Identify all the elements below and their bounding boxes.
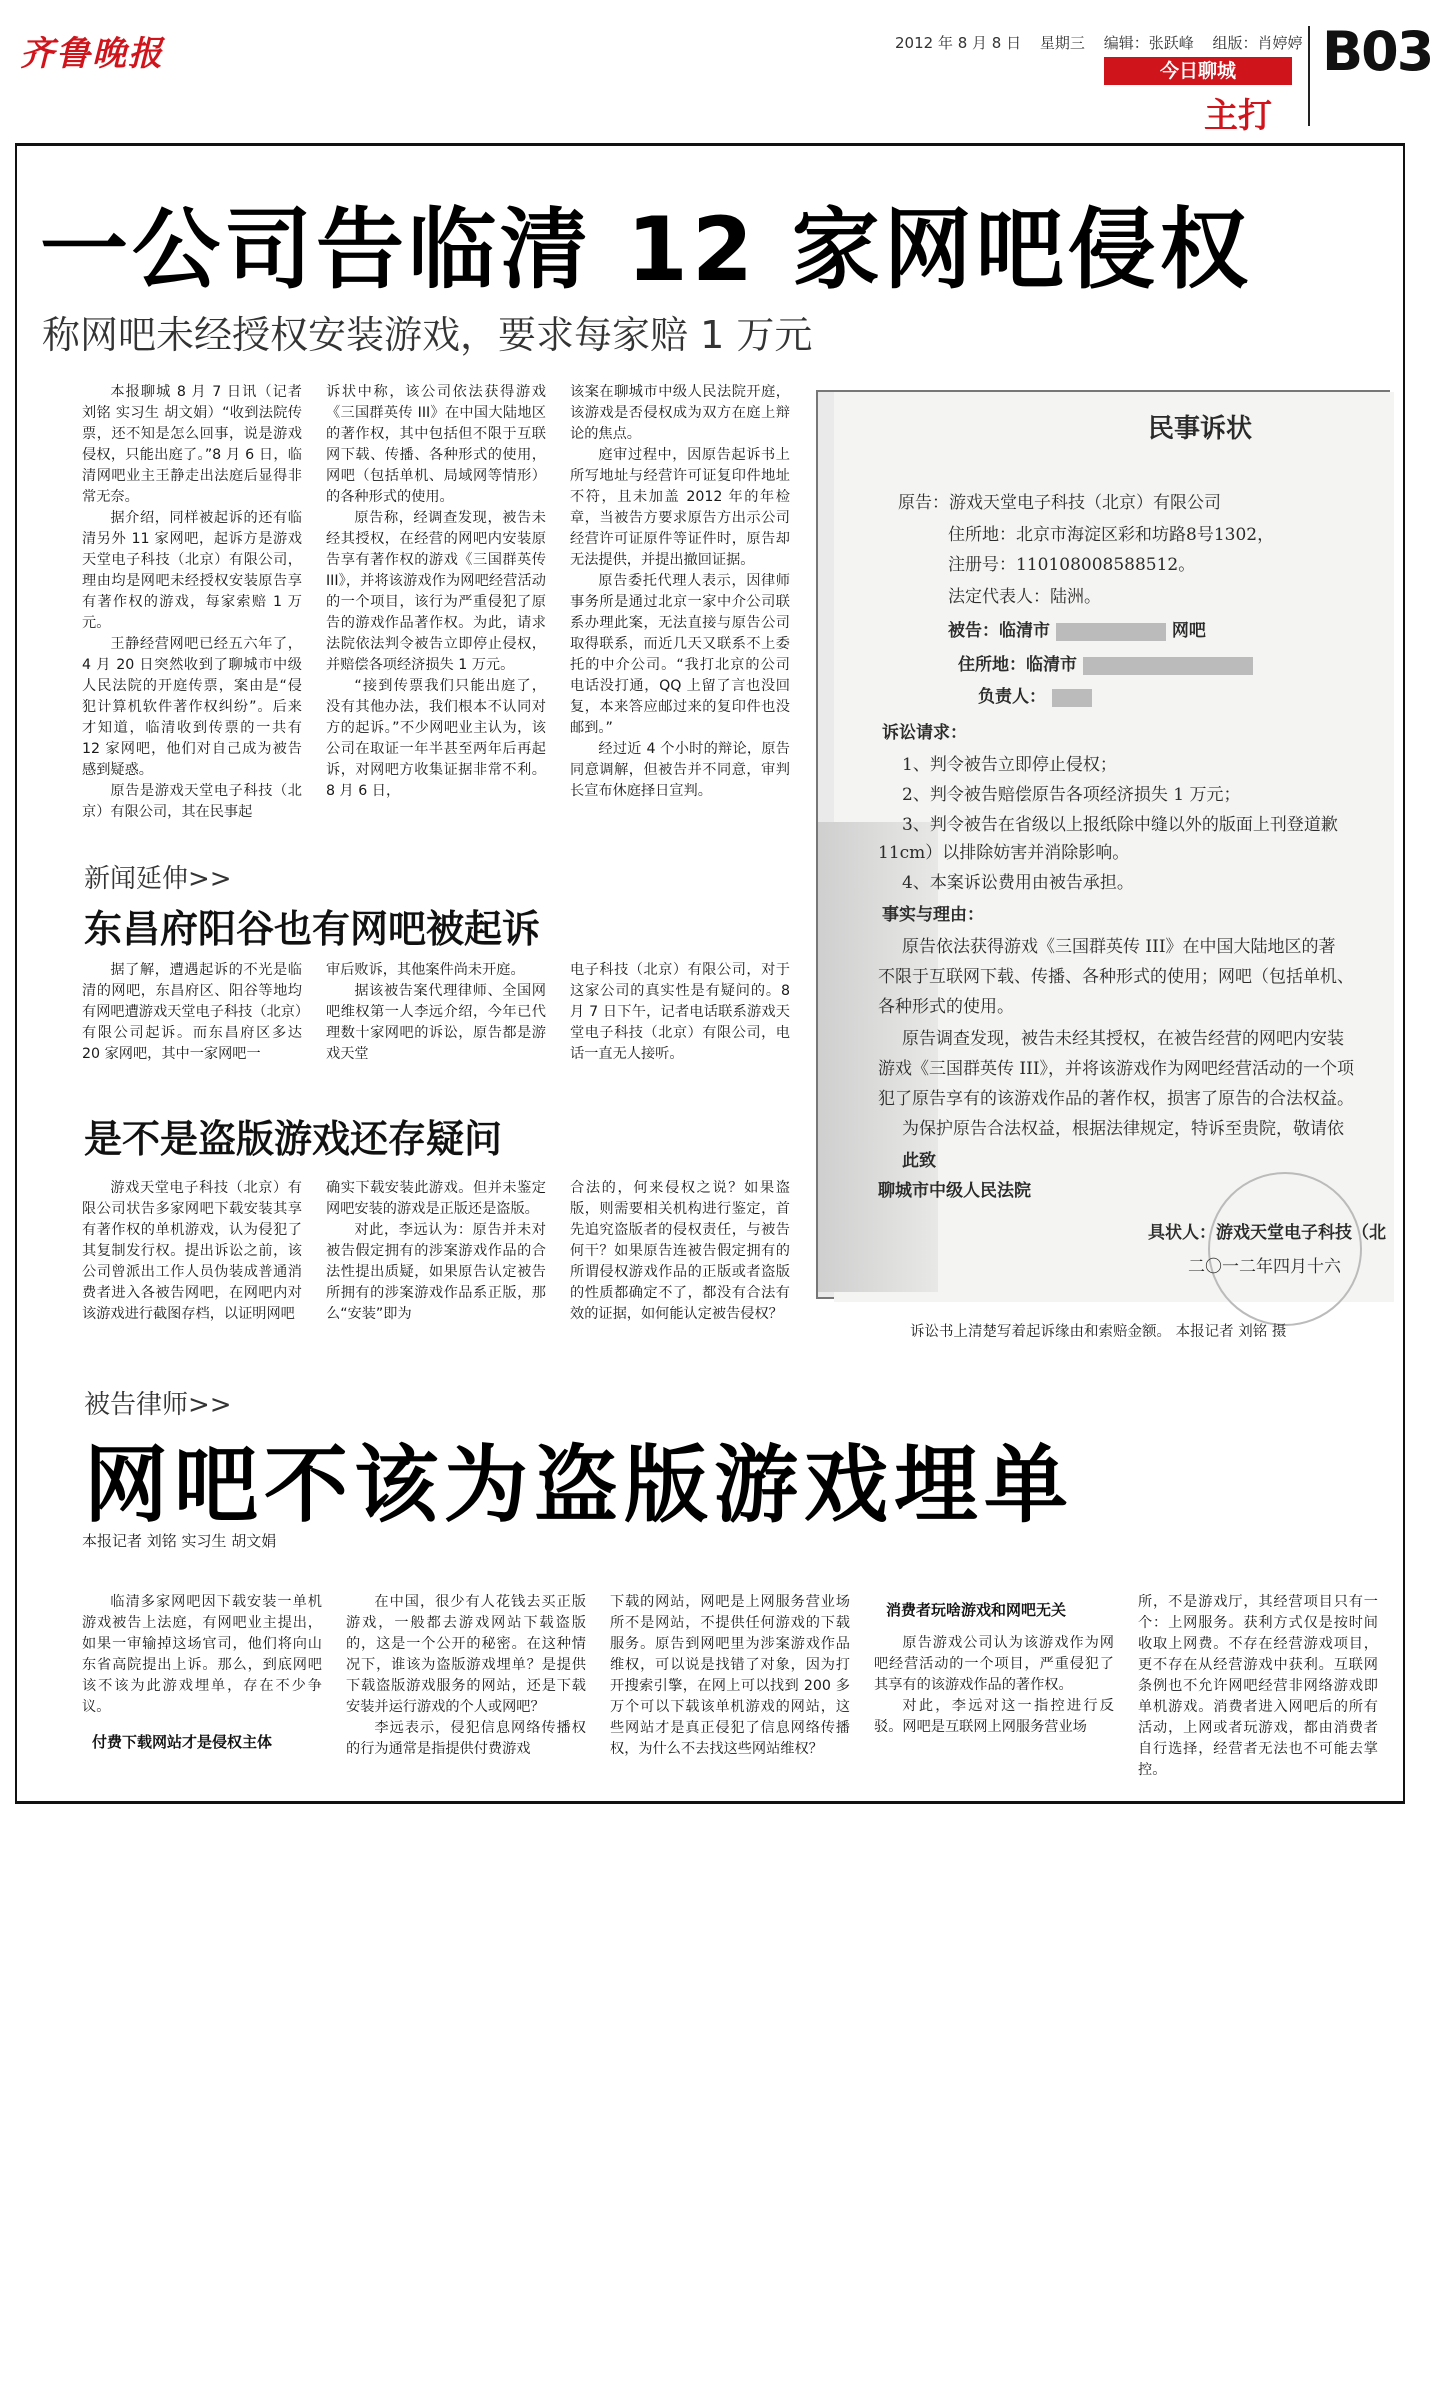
document-claim-3b: 11cm）以排除妨害并消除影响。 [878,843,1130,863]
lawyer-byline: 本报记者 刘铭 实习生 胡文娟 [82,1532,277,1550]
lawyer-title: 网吧不该为盗版游戏埋单 [84,1436,1075,1534]
paragraph: 所，不是游戏厅，其经营项目只有一个：上网服务。获利方式仅是按时间收取上网费。不存在经营游戏项目，更不存在从经营游戏中获利。互联网条例也不允许网吧经营非网络游戏即单机游戏。消费者进入网吧后的所有活动，上网或者玩游戏，都由消费者自行选择，经营者无法也不可能去掌控。 [1138,1594,1378,1778]
section-badge: 今日聊城 [1104,57,1292,85]
frame-right-rule [1403,143,1405,1803]
extension-column-1 [82,960,302,1065]
document-fact-5: 游戏《三国群英传 III》，并将该游戏作为网吧经营活动的一个项 [878,1059,1355,1079]
document-claims-title: 诉讼请求： [882,723,967,743]
paragraph: 诉状中称，该公司依法获得游戏《三国群英传 III》在中国大陆地区的著作权，其中包括但不限于互联网下载、传播、各种形式的使用，网吧（包括单机、局域网等情形）的各种形式的使用。 [326,384,546,505]
paragraph: 对此，李远认为：原告并未对被告假定拥有的涉案游戏作品的合法性提出质疑，如果原告认定被告所拥有的涉案游戏作品系正版，那么“安装”即为 [326,1222,546,1322]
document-owner [978,682,1092,707]
document-signer: 具状人：游戏天堂电子科技（北 [1148,1223,1386,1243]
owner-label: 负责人： [978,687,1046,707]
document-facts-title: 事实与理由： [882,905,984,925]
document-claim-4: 4、本案诉讼费用由被告承担。 [902,873,1134,893]
doubt-column-1 [82,1178,302,1325]
issue-date: 2012 年 8 月 8 日 [895,34,1022,52]
document-fact-1: 原告依法获得游戏《三国群英传 III》在中国大陆地区的著 [902,937,1336,957]
photo-caption: 诉讼书上清楚写着起诉缘由和索赔金额。 本报记者 刘铭 摄 [910,1324,1287,1340]
main-headline: 一公司告临清 12 家网吧侵权 [40,198,1252,301]
redaction-block [1083,657,1253,675]
document-claim-2: 2、判令被告赔偿原告各项经济损失 1 万元； [902,785,1241,805]
defendant-suffix: 网吧 [1171,621,1206,641]
paragraph: 下载的网站，网吧是上网服务营业场所不是网站，不提供任何游戏的下载服务。原告到网吧里为涉案游戏作品维权，可以说是找错了对象，因为打开搜索引擎，在网上可以找到 200 多万个可以下载该单机游戏的网站，这些网站才是真正侵犯了信息网络传播权，为什么不去找这些网站维权？ [610,1594,850,1757]
doubt-column-2 [326,1178,546,1325]
document-fact-2: 不限于互联网下载、传播、各种形式的使用；网吧（包括单机、 [878,967,1354,987]
paragraph: 电子科技（北京）有限公司，对于这家公司的真实性是有疑问的。8 月 7 日下午，记者电话联系游戏天堂电子科技（北京）有限公司，电话一直无人接听。 [570,962,790,1062]
paragraph: 据了解，遭遇起诉的不光是临清的网吧，东昌府区、阳谷等地均有网吧遭游戏天堂电子科技（北京）有限公司起诉。而东昌府区多达 20 家网吧，其中一家网吧一 [82,962,302,1062]
document-date: 二〇一二年四月十六 [1188,1257,1341,1277]
masthead-divider [1308,26,1310,126]
paragraph: 李远表示，侵犯信息网络传播权的行为通常是指提供付费游戏 [346,1720,586,1757]
paragraph: 本报聊城 8 月 7 日讯（记者 刘铭 实习生 胡文娟）“收到法院传票，还不知是怎么回事，说是游戏侵权，只能出庭了。”8 月 6 日，临清网吧业主王静走出法庭后显得非常无奈。 [82,384,302,505]
document-address: 住所地：北京市海淀区彩和坊路8号1302， [948,525,1275,545]
paragraph: 对此，李远对这一指控进行反驳。网吧是互联网上网服务营业场 [874,1698,1114,1735]
def-address-value: 临清市 [1026,655,1077,675]
extension-title: 东昌府阳谷也有网吧被起诉 [84,907,541,951]
article-column-2 [326,382,546,802]
lawyer-column-3 [610,1592,850,1760]
paragraph: 经过近 4 个小时的辩论，原告同意调解，但被告并不同意，审判长宣布休庭择日宣判。 [570,741,790,799]
subsection-heading: 消费者玩啥游戏和网吧无关 [886,1601,1067,1619]
doubt-title: 是不是盗版游戏还存疑问 [84,1117,503,1161]
doubt-column-3 [570,1178,790,1325]
paragraph: 原告是游戏天堂电子科技（北京）有限公司，其在民事起 [82,783,302,820]
document-claim-1: 1、判令被告立即停止侵权； [902,755,1117,775]
paragraph: 游戏天堂电子科技（北京）有限公司状告多家网吧下载安装其享有著作权的单机游戏，认为侵犯了其复制发行权。提出诉讼之前，该公司曾派出工作人员伪装成普通消费者进入各被告网吧，在网吧内对该游戏进行截图存档，以证明网吧 [82,1180,302,1322]
newspaper-logo: 齐鲁晚报 [20,34,164,74]
paragraph: 在中国，很少有人花钱去买正版游戏，一般都去游戏网站下载盗版的，这是一个公开的秘密。在这种情况下，谁该为盗版游戏埋单？是提供下载盗版游戏服务的网站，还是下载安装并运行游戏的个人或网吧？ [346,1594,586,1715]
paragraph: 原告游戏公司认为该游戏作为网吧经营活动的一个项目，严重侵犯了其享有的该游戏作品的著作权。 [874,1635,1114,1693]
paragraph: 据介绍，同样被起诉的还有临清另外 11 家网吧，起诉方是游戏天堂电子科技（北京）有限公司，理由均是网吧未经授权安装原告享有著作权的游戏，每家索赔 1 万元。 [82,510,302,631]
document-title: 民事诉状 [1148,414,1253,444]
paragraph: 该案在聊城市中级人民法院开庭，该游戏是否侵权成为双方在庭上辩论的焦点。 [570,384,790,442]
def-address-label: 住所地： [958,655,1026,675]
document-defendant [948,616,1206,641]
defendant-name: 临清市 [999,621,1050,641]
document-fact-4: 原告调查发现，被告未经其授权，在被告经营的网吧内安装 [902,1029,1344,1049]
editor-credit: 编辑：张跃峰 [1103,34,1194,52]
extension-column-3 [570,960,790,1065]
seal-stamp [1208,1172,1362,1326]
document-plaintiff: 原告：游戏天堂电子科技（北京）有限公司 [898,493,1221,513]
issue-weekday: 星期三 [1039,34,1085,52]
paragraph: 确实下载安装此游戏。但并未鉴定网吧安装的游戏是正版还是盗版。 [326,1180,546,1217]
defendant-label: 被告： [948,621,999,641]
extension-label: 新闻延伸>> [84,864,232,894]
redaction-block [1052,689,1092,707]
paragraph: 合法的，何来侵权之说？如果盗版，则需要相关机构进行鉴定，首先追究盗版者的侵权责任，与被告何干？如果原告连被告假定拥有的所谓侵权游戏作品的正版或者盗版的性质都确定不了，都没有合法有效的证据，如何能认定被告侵权？ [570,1180,790,1322]
lawyer-label: 被告律师>> [84,1390,232,1420]
paragraph: 据该被告案代理律师、全国网吧维权第一人李远介绍，今年已代理数十家网吧的诉讼，原告都是游戏天堂 [326,983,546,1062]
document-def-address [958,650,1253,675]
article-column-1 [82,382,302,823]
frame-top-rule [15,143,1405,146]
lawyer-column-5 [1138,1592,1378,1781]
document-legal-rep: 法定代表人：陆洲。 [948,587,1101,607]
frame-bottom-rule [15,1801,1405,1804]
document-regards: 此致 [902,1151,936,1171]
document-fact-7: 为保护原告合法权益，根据法律规定，特诉至贵院，敬请依 [902,1119,1344,1139]
paragraph: “接到传票我们只能出庭了，没有其他办法，我们根本不认同对方的起诉。”不少网吧业主认为，该公司在取证一年半甚至两年后再起诉，对网吧方收集证据非常不利。8 月 6 日， [326,678,546,799]
extension-column-2 [326,960,546,1065]
lawsuit-document-photo [816,390,1390,1299]
layout-credit: 组版：肖婷婷 [1212,34,1303,52]
paragraph: 审后败诉，其他案件尚未开庭。 [326,962,525,978]
paragraph: 原告称，经调查发现，被告未经其授权，在经营的网吧内安装原告享有著作权的游戏《三国群英传 III》，并将该游戏作为网吧经营活动的一个项目，该行为严重侵犯了原告的游戏作品著作权。为此，请求法院依法判令被告立即停止侵权，并赔偿各项经济损失 1 万元。 [326,510,546,673]
document-claim-3: 3、判令被告在省级以上报纸除中缝以外的版面上刊登道歉 [902,815,1338,835]
paragraph: 王静经营网吧已经五六年了，4 月 20 日突然收到了聊城市中级人民法院的开庭传票，案由是“侵犯计算机软件著作权纠纷”。后来才知道，临清收到传票的一共有 12 家网吧，他们对自己成为被告感到疑惑。 [82,636,302,778]
lawyer-column-2 [346,1592,586,1760]
main-subhead: 称网吧未经授权安装游戏，要求每家赔 1 万元 [42,313,813,357]
document-fact-6: 犯了原告享有的该游戏作品的著作权，损害了原告的合法权益。 [878,1089,1354,1109]
issue-meta [895,32,1317,53]
page-number: B03 [1322,20,1432,83]
document-court: 聊城市中级人民法院 [878,1181,1031,1201]
frame-left-rule [15,143,17,1803]
subsection-label: 主打 [1204,96,1272,136]
lawyer-column-1 [82,1592,322,1753]
redaction-block [1056,623,1166,641]
subsection-heading: 付费下载网站才是侵权主体 [92,1733,273,1751]
document-fact-3: 各种形式的使用。 [878,997,1014,1017]
document-reg-no: 注册号：110108008588512。 [948,555,1196,575]
article-column-3 [570,382,790,802]
paragraph: 原告委托代理人表示，因律师事务所是通过北京一家中介公司联系办理此案，无法直接与原告公司取得联系，而近几天又联系不上委托的中介公司。“我打北京的公司电话没打通，QQ 上留了言也没回复，本来答应邮过来的复印件也没邮到。” [570,573,790,736]
lawyer-column-4 [874,1592,1114,1738]
paragraph: 庭审过程中，因原告起诉书上所写地址与经营许可证复印件地址不符，且未加盖 2012 年的年检章，当被告方要求原告方出示公司经营许可证原件等证件时，原告却无法提供，并提出撤回证据。 [570,447,790,568]
paragraph: 临清多家网吧因下载安装一单机游戏被告上法庭，有网吧业主提出，如果一审输掉这场官司，他们将向山东省高院提出上诉。那么，到底网吧该不该为此游戏埋单，存在不少争议。 [82,1594,322,1715]
